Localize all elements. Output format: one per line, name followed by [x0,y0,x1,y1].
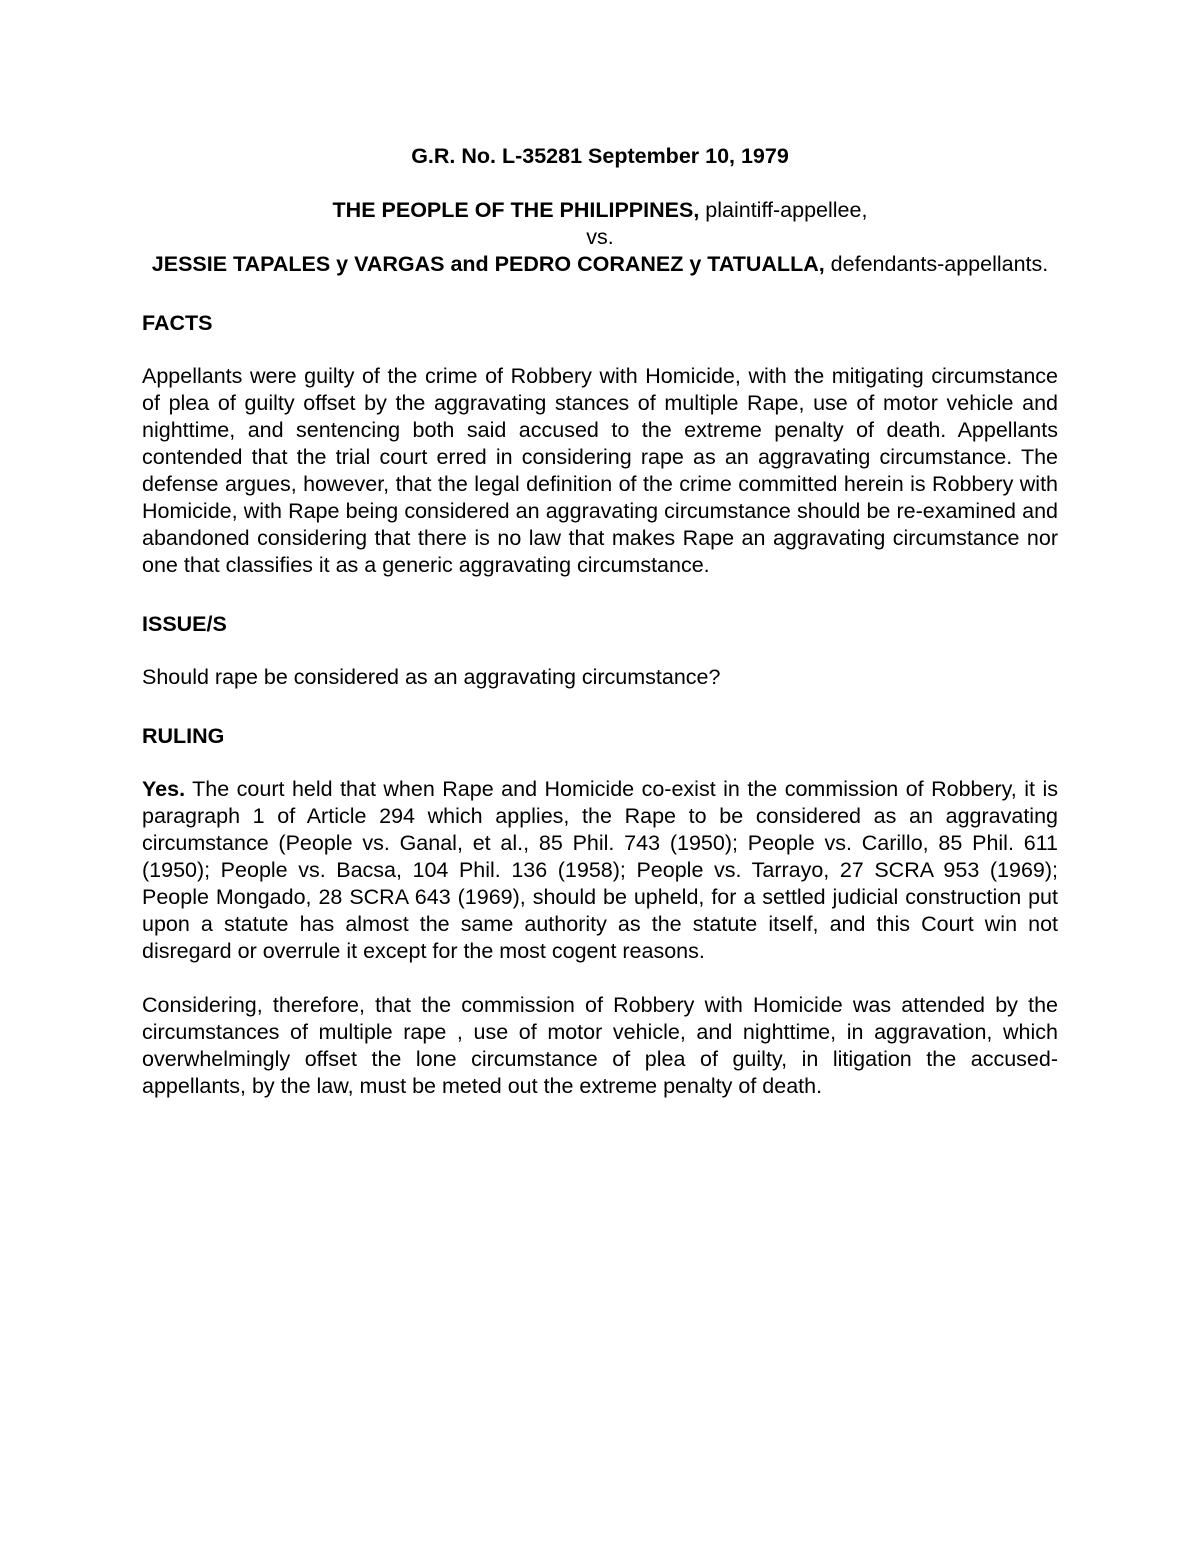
plaintiff-name: THE PEOPLE OF THE PHILIPPINES, [332,198,700,222]
defendants-role: defendants-appellants. [824,252,1049,276]
versus-line: vs. [586,225,614,249]
case-parties [142,197,1058,278]
issues-paragraph: Should rape be considered as an aggravating circumstance? [142,665,721,689]
conclusion-paragraph: Considering, therefore, that the commission of Robbery with Homicide was attended by the circumstances of multiple rape , use of motor vehicle, and nighttime, in aggravation, which overwhelmingly offset the lone circumstance of plea of guilty, in litigation the accused-appellants, by the law, must be meted out the extreme penalty of death. [142,993,1058,1098]
case-title: G.R. No. L-35281 September 10, 1979 [411,144,789,168]
issues-heading: ISSUE/S [142,612,227,636]
facts-heading: FACTS [142,311,213,335]
plaintiff-line [142,197,1058,224]
ruling-lead: Yes. [142,777,186,801]
defendants-line [142,251,1058,278]
ruling-paragraph [142,776,1058,965]
plaintiff-role: plaintiff-appellee, [699,198,868,222]
defendants-name: JESSIE TAPALES y VARGAS and PEDRO CORANEZ y TATUALLA, [151,252,825,276]
facts-paragraph: Appellants were guilty of the crime of Robbery with Homicide, with the mitigating circumstance of plea of guilty offset by the aggravating stances of multiple Rape, use of motor vehicle and nighttime, and sentencing both said accused to the extreme penalty of death. Appellants contended that the trial court erred in considering rape as an aggravating circumstance. The defense argues, however, that the legal definition of the crime committed herein is Robbery with Homicide, with Rape being considered an aggravating circumstance should be re-examined and abandoned considering that there is no law that makes Rape an aggravating circumstance nor one that classifies it as a generic aggravating circumstance. [142,364,1058,577]
document-page [142,142,1058,1100]
ruling-body: The court held that when Rape and Homicide co-exist in the commission of Robbery, it is paragraph 1 of Article 294 which applies, the Rape to be considered as an aggravating circumstance (People vs. Ganal, et al., 85 Phil. 743 (1950); People vs. Carillo, 85 Phil. 611 (1950); People vs. Bacsa, 104 Phil. 136 (1958); People vs. Tarrayo, 27 SCRA 953 (1969); People Mongado, 28 SCRA 643 (1969), should be upheld, for a settled judicial construction put upon a statute has almost the same authority as the statute itself, and this Court win not disregard or overrule it except for the most cogent reasons. [142,777,1058,963]
ruling-heading: RULING [142,724,225,748]
